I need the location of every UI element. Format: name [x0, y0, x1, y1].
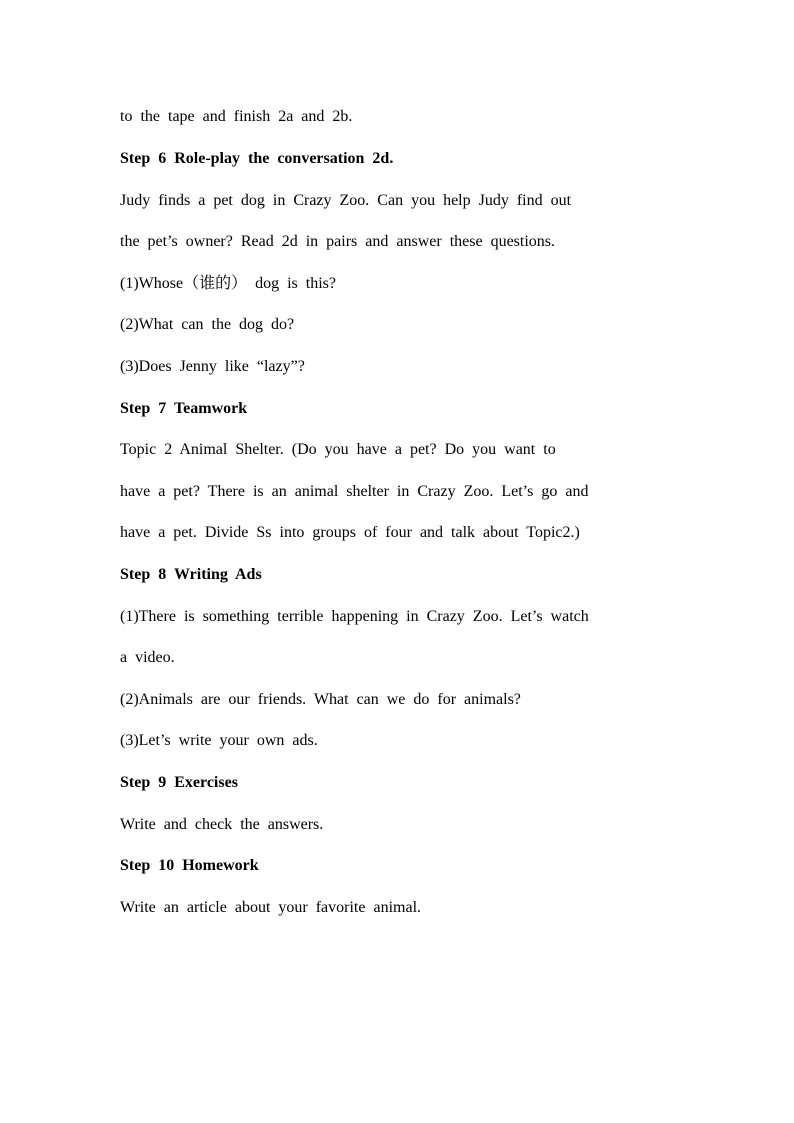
text-line: (3)Let’s write your own ads. — [120, 732, 318, 749]
step-6-heading: Step 6 Role-play the conversation 2d. — [120, 150, 394, 167]
step-10-heading: Step 10 Homework — [120, 857, 259, 874]
text-line: to the tape and finish 2a and 2b. — [120, 108, 353, 125]
text-line: Write and check the answers. — [120, 816, 324, 833]
question-3: (3)Does Jenny like “lazy”? — [120, 358, 305, 375]
text-line: Write an article about your favorite animal. — [120, 899, 422, 916]
text-line: (2)Animals are our friends. What can we do for animals? — [120, 691, 521, 708]
text-line: have a pet? There is an animal shelter in Crazy Zoo. Let’s go and — [120, 483, 589, 500]
question-2: (2)What can the dog do? — [120, 316, 295, 333]
text-line: Judy finds a pet dog in Crazy Zoo. Can you help Judy find out — [120, 192, 572, 209]
step-7-heading: Step 7 Teamwork — [120, 400, 248, 417]
text-line: a video. — [120, 649, 175, 666]
text-line: have a pet. Divide Ss into groups of four and talk about Topic2.) — [120, 524, 580, 541]
step-9-heading: Step 9 Exercises — [120, 774, 238, 791]
question-1: (1)Whose（谁的） dog is this? — [120, 275, 336, 292]
text-line: the pet’s owner? Read 2d in pairs and answer these questions. — [120, 233, 556, 250]
text-line: Topic 2 Animal Shelter. (Do you have a pet? Do you want to — [120, 441, 556, 458]
step-8-heading: Step 8 Writing Ads — [120, 566, 262, 583]
text-line: (1)There is something terrible happening in Crazy Zoo. Let’s watch — [120, 608, 589, 625]
